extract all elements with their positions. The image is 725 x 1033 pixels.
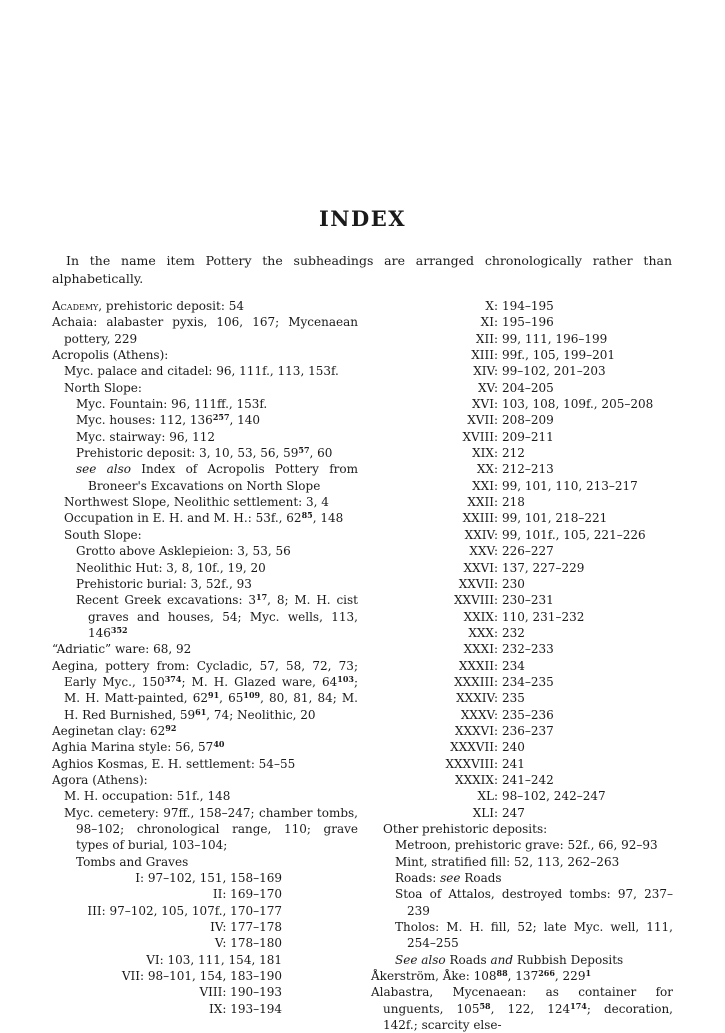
tomb-entry bbox=[371, 772, 673, 788]
index-entry: Aghia Marina style: 56, $57^{40}$ bbox=[52, 739, 225, 755]
tomb-pages: 236–237 bbox=[502, 723, 554, 738]
index-introduction: In the name item Pottery the subheadings are arranged chronologically rather than alphabetically. bbox=[52, 253, 672, 286]
index-entry: Achaia: alabaster pyxis, 106, 167; Mycenaean pottery, 229 bbox=[52, 315, 358, 346]
tomb-pages: 208–209 bbox=[502, 413, 554, 428]
tomb-entry bbox=[371, 560, 673, 576]
tomb-entry: III: 97–102, 105, 107f., 170–177 bbox=[87, 903, 282, 918]
tomb-pages: 99, 111, 196–199 bbox=[502, 331, 608, 346]
tomb-pages: 110, 231–232 bbox=[502, 609, 585, 624]
index-entry: Prehistoric deposit: 3, 10, 53, 56, $59^{57}$, 60 bbox=[76, 445, 333, 461]
tomb-numeral: XXXI: bbox=[463, 642, 498, 657]
tomb-entry bbox=[371, 331, 673, 347]
tomb-entry bbox=[371, 756, 673, 772]
tomb-numeral: XI: bbox=[480, 315, 498, 330]
index-entry: North Slope: bbox=[64, 380, 142, 395]
tomb-entry: IV: 177–178 bbox=[210, 920, 282, 935]
tomb-numeral: XXVII: bbox=[458, 576, 498, 591]
tomb-entry bbox=[371, 723, 673, 739]
index-entry: Northwest Slope, Neolithic settlement: 3, 4 bbox=[64, 495, 329, 510]
tomb-pages: 230 bbox=[502, 576, 525, 591]
tomb-numeral: XLI: bbox=[472, 805, 498, 820]
tomb-pages: 204–205 bbox=[502, 380, 554, 395]
index-entry: South Slope: bbox=[64, 527, 142, 542]
tomb-entry bbox=[371, 510, 673, 526]
tomb-entry bbox=[371, 625, 673, 641]
tomb-pages: 218 bbox=[502, 495, 525, 510]
tomb-entry bbox=[371, 380, 673, 396]
index-column-left bbox=[52, 298, 358, 1017]
index-entry: See also Roads and Rubbish Deposits bbox=[395, 952, 624, 967]
tomb-pages: 241–242 bbox=[502, 772, 554, 787]
page-title: INDEX bbox=[318, 206, 407, 231]
index-entry: Other prehistoric deposits: bbox=[383, 822, 548, 836]
tomb-numeral: XXI: bbox=[472, 478, 498, 493]
tomb-entry bbox=[371, 461, 673, 477]
tomb-entry bbox=[371, 298, 673, 314]
tomb-numeral: XXX: bbox=[468, 625, 498, 640]
tomb-numeral: XVIII: bbox=[462, 429, 498, 444]
tomb-numeral: XXVIII: bbox=[453, 593, 498, 608]
tomb-numeral: XXXVIII: bbox=[445, 756, 498, 771]
tomb-pages: 241 bbox=[502, 756, 525, 771]
tomb-pages: 232 bbox=[502, 625, 525, 640]
tomb-entry bbox=[371, 396, 673, 412]
tomb-entry bbox=[371, 690, 673, 706]
tomb-entry bbox=[371, 527, 673, 543]
tomb-pages: 195–196 bbox=[502, 315, 554, 330]
tomb-numeral: XVI: bbox=[472, 397, 498, 412]
tomb-entry bbox=[371, 494, 673, 510]
tomb-numeral: XIII: bbox=[471, 348, 498, 363]
tomb-entry bbox=[371, 363, 673, 379]
tomb-entry bbox=[371, 609, 673, 625]
index-entry: see also Index of Acropolis Pottery from Broneer's Excavations on North Slope bbox=[76, 462, 358, 493]
tomb-numeral: XXIV: bbox=[464, 527, 498, 542]
tomb-numeral: XIV: bbox=[473, 364, 498, 379]
tomb-numeral: XXVI: bbox=[463, 560, 498, 575]
tomb-numeral: XXXIX: bbox=[455, 772, 498, 787]
tomb-pages: 99f., 105, 199–201 bbox=[502, 348, 616, 363]
tomb-entry bbox=[371, 658, 673, 674]
tomb-pages: 226–227 bbox=[502, 544, 554, 559]
tomb-entry: II: 169–170 bbox=[212, 887, 282, 902]
index-entry: Roads: see Roads bbox=[395, 871, 502, 886]
tomb-entry bbox=[371, 412, 673, 428]
tomb-numeral: XIX: bbox=[472, 446, 498, 461]
index-entry: Acropolis (Athens): bbox=[52, 348, 169, 363]
tomb-numeral: XXIII: bbox=[462, 511, 498, 526]
index-column-right bbox=[371, 298, 673, 1033]
tomb-pages: 240 bbox=[502, 740, 525, 755]
tomb-numeral: XXII: bbox=[467, 495, 498, 510]
tomb-pages: 99, 101, 218–221 bbox=[502, 511, 608, 526]
tomb-pages: 99–102, 201–203 bbox=[502, 364, 606, 379]
tomb-numeral: X: bbox=[485, 299, 498, 313]
index-entry: Aeginetan clay: $62^{92}$ bbox=[52, 722, 177, 738]
tomb-pages: 98–102, 242–247 bbox=[502, 789, 606, 804]
tomb-pages: 235–236 bbox=[502, 707, 554, 722]
index-entry: Academy, prehistoric deposit: 54 bbox=[52, 299, 244, 313]
index-entry: Prehistoric burial: 3, 52f., 93 bbox=[76, 576, 252, 591]
tomb-pages: 232–233 bbox=[502, 642, 554, 657]
index-entry: Metroon, prehistoric grave: 52f., 66, 92–93 bbox=[395, 838, 658, 853]
index-entry: Aegina, pottery from: Cycladic, 57, 58, 72, 73; Early Myc., $150^{374}$; M. H. Glazed ware, $64^{103}$; M. H. Matt-painted, $62^{91}$, $65^{109}$, 80, 81, 84; M. H. Red Burnished, $59^{61}$, 74; Neolithic, 20 bbox=[52, 658, 358, 722]
tomb-numeral: XXXIII: bbox=[454, 674, 498, 689]
index-entry: Myc. stairway: 96, 112 bbox=[76, 429, 215, 444]
tomb-entry bbox=[371, 707, 673, 723]
tomb-entry bbox=[371, 347, 673, 363]
index-entry: Stoa of Attalos, destroyed tombs: 97, 237–239 bbox=[395, 887, 673, 918]
tomb-pages: 234 bbox=[502, 658, 525, 673]
tomb-numeral: XXXVI: bbox=[454, 723, 498, 738]
tomb-pages: 99, 101f., 105, 221–226 bbox=[502, 527, 646, 542]
index-entry: Myc. houses: 112, $136^{257}$, 140 bbox=[76, 412, 261, 428]
tomb-numeral: XV: bbox=[477, 380, 498, 395]
tomb-numeral: XX: bbox=[476, 462, 498, 477]
tomb-entry bbox=[371, 805, 673, 821]
tomb-numeral: XXV: bbox=[469, 544, 498, 559]
index-entry: Myc. cemetery: 97ff., 158–247; chamber tombs, 98–102; chronological range, 110; grave types of burial, 103–104; bbox=[64, 805, 358, 853]
tomb-entry: I: 97–102, 151, 158–169 bbox=[135, 871, 282, 886]
tomb-entry bbox=[371, 314, 673, 330]
tomb-entry: IX: 193–194 bbox=[209, 1001, 282, 1016]
index-entry: Alabastra, Mycenaean: as container for unguents, $105^{58}$, 122, $124^{174}$; decoration, 142f.; scarcity else- bbox=[371, 985, 673, 1033]
tomb-pages: 209–211 bbox=[502, 429, 554, 444]
tomb-entry bbox=[371, 576, 673, 592]
tomb-numeral: XXXIV: bbox=[456, 691, 498, 706]
tomb-numeral: XII: bbox=[475, 331, 498, 346]
tomb-numeral: XXXII: bbox=[458, 658, 498, 673]
tomb-entry bbox=[371, 429, 673, 445]
tomb-entry bbox=[371, 674, 673, 690]
tomb-entry bbox=[371, 592, 673, 608]
index-entry: Myc. Fountain: 96, 111ff., 153f. bbox=[76, 397, 268, 412]
tomb-entry bbox=[371, 445, 673, 461]
tomb-entry bbox=[371, 788, 673, 804]
tomb-entry bbox=[371, 641, 673, 657]
index-entry: Tombs and Graves bbox=[76, 854, 189, 869]
tomb-numeral: XXXVII: bbox=[450, 740, 498, 755]
index-entry: Neolithic Hut: 3, 8, 10f., 19, 20 bbox=[76, 560, 266, 575]
index-entry: Occupation in E. H. and M. H.: 53f., $62^{85}$, 148 bbox=[64, 510, 344, 526]
index-entry: Åkerström, Åke: $108^{88}$, $137^{266}$, $229^1$ bbox=[371, 968, 592, 984]
index-entry: Myc. palace and citadel: 96, 111f., 113, 153f. bbox=[64, 364, 339, 379]
tomb-pages: 235 bbox=[502, 691, 525, 706]
tomb-entry: V: 178–180 bbox=[214, 936, 282, 951]
tomb-pages: 212 bbox=[502, 446, 525, 461]
tomb-numeral: XXIX: bbox=[463, 609, 498, 624]
tomb-pages: 99, 101, 110, 213–217 bbox=[502, 478, 638, 493]
tomb-numeral: XVII: bbox=[467, 413, 498, 428]
tomb-entry bbox=[371, 543, 673, 559]
index-entry: Agora (Athens): bbox=[52, 772, 148, 787]
tomb-pages: 247 bbox=[502, 805, 525, 820]
tomb-entry: VII: 98–101, 154, 183–190 bbox=[121, 969, 282, 984]
tomb-pages: 137, 227–229 bbox=[502, 560, 585, 575]
index-entry: “Adriatic” ware: 68, 92 bbox=[52, 642, 192, 657]
tomb-pages: 103, 108, 109f., 205–208 bbox=[502, 397, 654, 412]
index-entry: Mint, stratified fill: 52, 113, 262–263 bbox=[395, 854, 620, 869]
index-entry: Recent Greek excavations: $3^{17}$, 8; M. H. cist graves and houses, 54; Myc. wells, 113, $146^{352}$ bbox=[76, 592, 358, 640]
tomb-pages: 212–213 bbox=[502, 462, 554, 477]
tomb-pages: 194–195 bbox=[502, 299, 554, 313]
index-entry: Tholos: M. H. fill, 52; late Myc. well, 111, 254–255 bbox=[395, 920, 673, 951]
tomb-entry: VIII: 190–193 bbox=[199, 985, 282, 1000]
index-entry: M. H. occupation: 51f., 148 bbox=[64, 789, 231, 804]
tomb-numeral: XL: bbox=[477, 789, 498, 804]
tomb-entry bbox=[371, 478, 673, 494]
tomb-numeral: XXXV: bbox=[460, 707, 498, 722]
tomb-pages: 230–231 bbox=[502, 593, 554, 608]
index-entry: Aghios Kosmas, E. H. settlement: 54–55 bbox=[52, 756, 296, 771]
tomb-entry: VI: 103, 111, 154, 181 bbox=[146, 952, 282, 967]
tomb-entry bbox=[371, 739, 673, 755]
index-entry: Grotto above Asklepieion: 3, 53, 56 bbox=[76, 544, 291, 559]
tomb-pages: 234–235 bbox=[502, 674, 554, 689]
